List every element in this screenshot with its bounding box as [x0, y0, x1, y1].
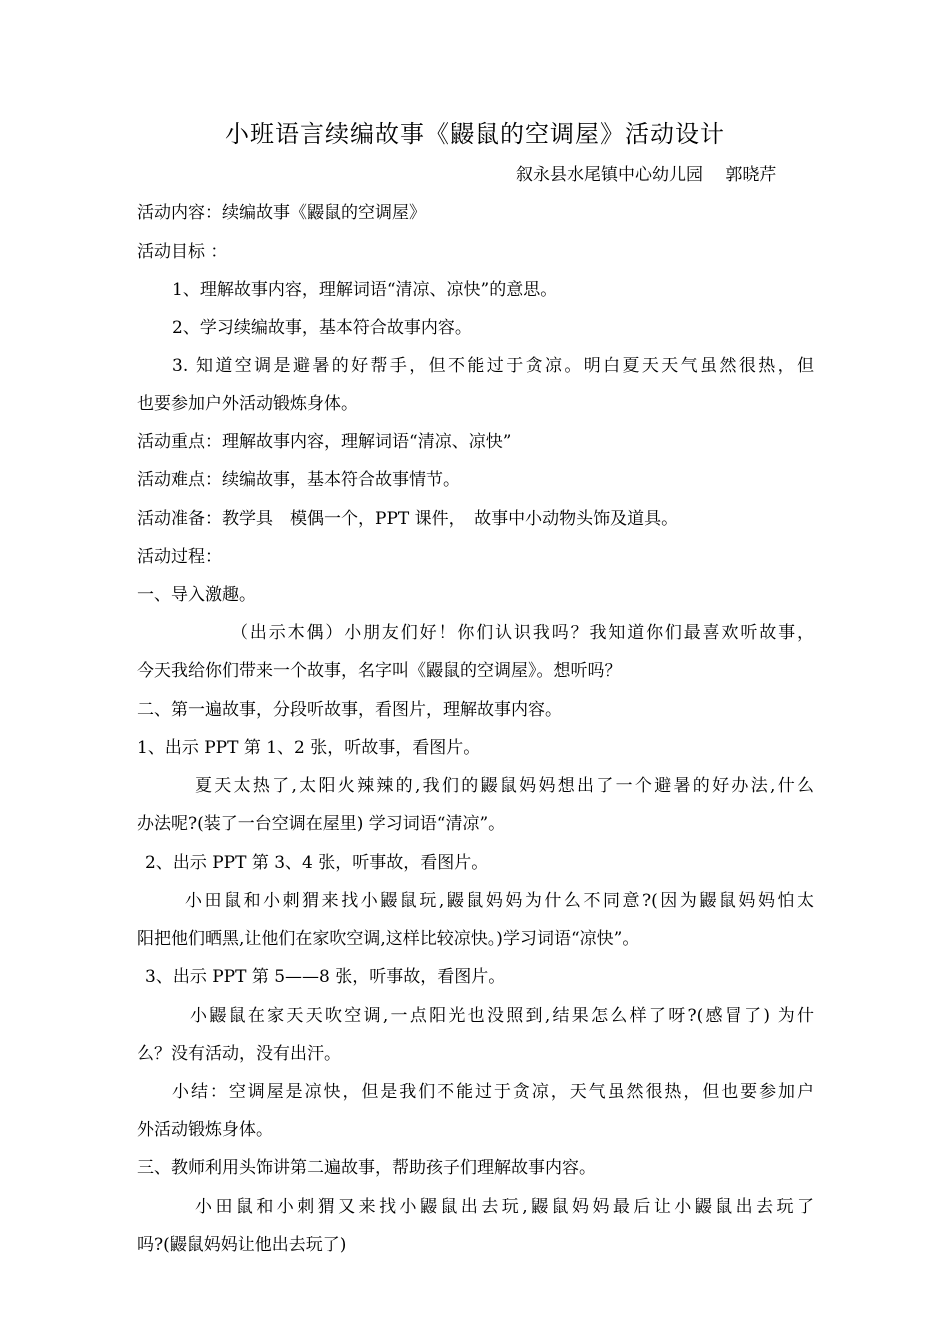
step-1: 1、出示 PPT 第 1、2 张，听故事，看图片。	[137, 738, 481, 758]
section-2-heading: 二、第一遍故事，分段听故事，看图片，理解故事内容。	[137, 700, 562, 720]
section-1-paragraph-line-1: （出示木偶）小朋友们好！你们认识我吗？我知道你们最喜欢听故事，	[231, 623, 814, 643]
step-2-text-line-1: 小田鼠和小刺猬来找小鼹鼠玩,鼹鼠妈妈为什么不同意?(因为鼹鼠妈妈怕太	[185, 891, 814, 911]
step-3: 3、出示 PPT 第 5——8 张，听事故，看图片。	[145, 967, 506, 987]
goal-3-line-2: 也要参加户外活动锻炼身体。	[137, 394, 358, 414]
section-3-text-line-2: 吗?(鼹鼠妈妈让他出去玩了)	[137, 1235, 347, 1255]
key-point: 活动重点：理解故事内容，理解词语“清凉、凉快”	[137, 432, 512, 452]
summary-line-2: 外活动锻炼身体。	[137, 1120, 273, 1140]
difficulty: 活动难点：续编故事，基本符合故事情节。	[137, 470, 460, 490]
goals-heading: 活动目标 ：	[137, 242, 228, 262]
step-3-text-line-1: 小鼹鼠在家天天吹空调,一点阳光也没照到,结果怎么样了呀?(感冒了) 为什	[190, 1006, 814, 1026]
process-heading: 活动过程：	[137, 547, 222, 567]
step-1-text-line-1: 夏天太热了,太阳火辣辣的,我们的鼹鼠妈妈想出了一个避暑的好办法,什么	[195, 776, 814, 796]
step-2: 2、出示 PPT 第 3、4 张，听事故，看图片。	[145, 853, 489, 873]
goal-1: 1、理解故事内容，理解词语“清凉、凉快”的意思。	[172, 280, 558, 300]
preparation: 活动准备：教学具 模偶一个，PPT 课件， 故事中小动物头饰及道具。	[137, 509, 679, 529]
step-2-text-line-2: 阳把他们晒黑,让他们在家吹空调,这样比较凉快。)学习词语“凉快”。	[137, 929, 640, 949]
step-3-text-line-2: 么？没有活动，没有出汗。	[137, 1044, 341, 1064]
step-1-text-line-2: 办法呢?(装了一台空调在屋里) 学习词语“清凉”。	[137, 814, 506, 834]
document-title: 小班语言续编故事《鼹鼠的空调屋》活动设计	[225, 120, 725, 148]
section-3-text-line-1: 小田鼠和小刺猬又来找小鼹鼠出去玩,鼹鼠妈妈最后让小鼹鼠出去玩了	[195, 1197, 814, 1217]
goal-3-line-1: 3. 知道空调是避暑的好帮手，但不能过于贪凉。明白夏天天气虽然很热，但	[172, 356, 814, 376]
section-1-heading: 一、导入激趣。	[137, 585, 256, 605]
section-3-heading: 三、教师利用头饰讲第二遍故事，帮助孩子们理解故事内容。	[137, 1158, 596, 1178]
section-1-paragraph-line-2: 今天我给你们带来一个故事，名字叫《鼹鼠的空调屋》。想听吗？	[137, 661, 622, 681]
author-line: 叙永县水尾镇中心幼儿园 郭晓芹	[516, 165, 777, 185]
activity-content: 活动内容：续编故事《鼹鼠的空调屋》	[137, 203, 426, 223]
goal-2: 2、学习续编故事，基本符合故事内容。	[172, 318, 472, 338]
summary-line-1: 小结：空调屋是凉快，但是我们不能过于贪凉，天气虽然很热，但也要参加户	[172, 1082, 814, 1102]
